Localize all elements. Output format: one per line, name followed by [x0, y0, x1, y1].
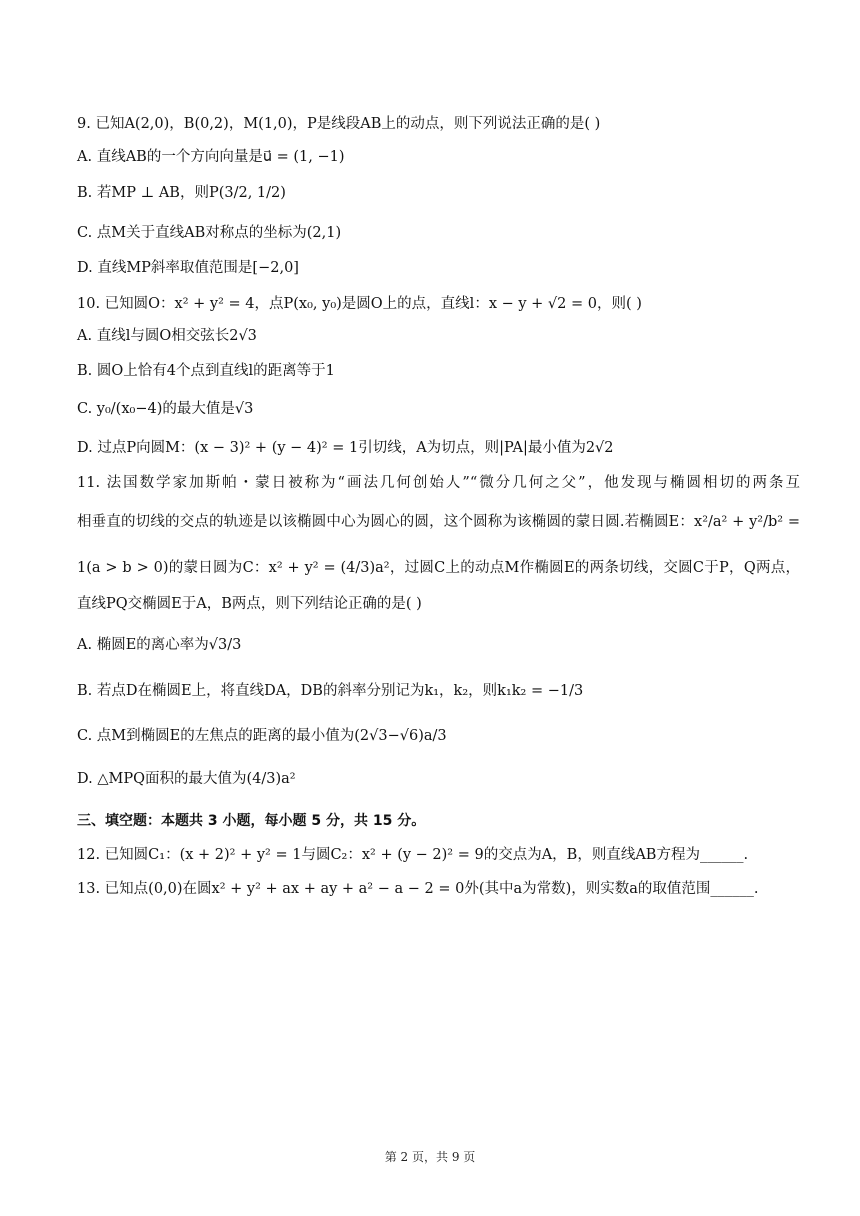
- q12-text: 12. 已知圆C₁：(x + 2)² + y² = 1与圆C₂：x² + (y − 2)² = 9的交点为A，B，则直线AB方程为______.: [77, 847, 749, 863]
- q10-option-c: C. y₀/(x₀−4)的最大值是√3: [77, 401, 254, 417]
- q13-text: 13. 已知点(0,0)在圆x² + y² + ax + ay + a² − a − 2 = 0外(其中a为常数)，则实数a的取值范围______.: [77, 881, 759, 897]
- q10-option-a: A. 直线l与圆O相交弦长2√3: [77, 328, 257, 344]
- q10-option-b: B. 圆O上恰有4个点到直线l的距离等于1: [77, 363, 335, 379]
- q9-option-c: C. 点M关于直线AB对称点的坐标为(2,1): [77, 225, 342, 241]
- q11-stem-line-3: 1(a > b > 0)的蒙日圆为C：x² + y² = (4/3)a²，过圆C上的动点M作椭圆E的两条切线，交圆C于P，Q两点，: [77, 560, 800, 576]
- q9-option-b: B. 若MP ⊥ AB，则P(3/2, 1/2): [77, 185, 286, 201]
- q11-option-d: D. △MPQ面积的最大值为(4/3)a²: [77, 771, 296, 787]
- q11-option-b: B. 若点D在椭圆E上，将直线DA，DB的斜率分别记为k₁，k₂，则k₁k₂ = −1/3: [77, 683, 584, 699]
- q10-stem: 10. 已知圆O：x² + y² = 4，点P(x₀, y₀)是圆O上的点，直线l：x − y + √2 = 0，则( ): [77, 296, 642, 312]
- q11-option-c: C. 点M到椭圆E的左焦点的距离的最小值为(2√3−√6)a/3: [77, 728, 447, 744]
- q9-stem: 9. 已知A(2,0)，B(0,2)，M(1,0)，P是线段AB上的动点，则下列说法正确的是( ): [77, 116, 601, 132]
- q9-option-a: A. 直线AB的一个方向向量是u⃗ = (1, −1): [77, 149, 345, 165]
- q11-option-a: A. 椭圆E的离心率为√3/3: [77, 637, 242, 653]
- q9-option-d: D. 直线MP斜率取值范围是[−2,0]: [77, 260, 299, 276]
- q11-stem-line-2: 相垂直的切线的交点的轨迹是以该椭圆中心为圆心的圆，这个圆称为该椭圆的蒙日圆.若椭圆E：x²/a² + y²/b² =: [77, 514, 800, 530]
- section-heading-fill-in: 三、填空题：本题共 3 小题，每小题 5 分，共 15 分。: [77, 813, 426, 829]
- q11-stem-line-4: 直线PQ交椭圆E于A，B两点，则下列结论正确的是( ): [77, 596, 422, 612]
- page-footer: 第 2 页，共 9 页: [384, 1150, 476, 1164]
- q10-option-d: D. 过点P向圆M：(x − 3)² + (y − 4)² = 1引切线，A为切点，则|PA|最小值为2√2: [77, 440, 614, 456]
- q11-stem-line-1: 11. 法国数学家加斯帕・蒙日被称为“画法几何创始人”“微分几何之父”，他发现与椭圆相切的两条互: [77, 475, 800, 491]
